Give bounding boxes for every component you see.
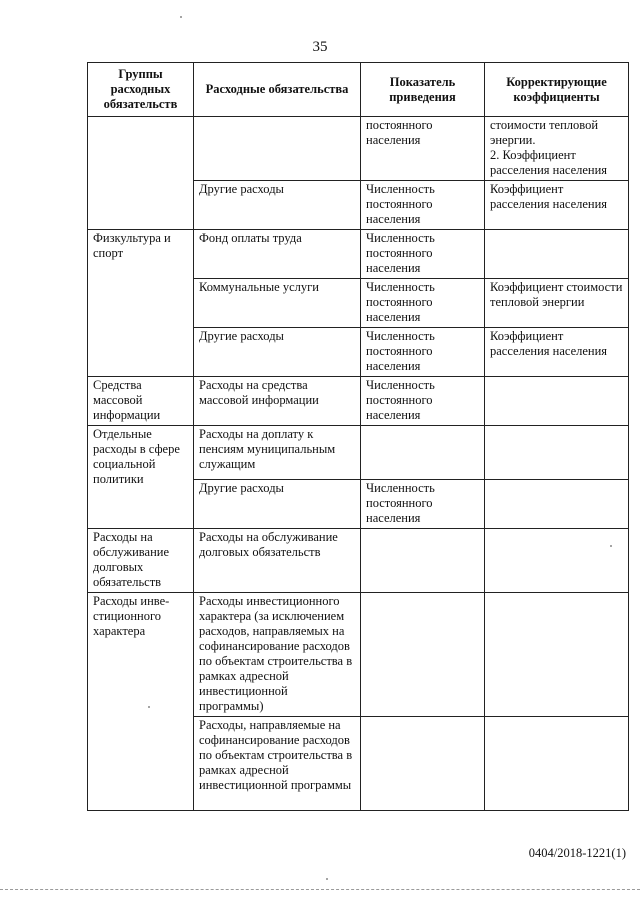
indicator-cell: Численность постоянного населения [361, 181, 485, 230]
coefficient-cell: Коэффициент стоимости тепловой энергии [485, 279, 629, 328]
indicator-cell [361, 717, 485, 811]
obligation-cell: Другие расходы [194, 181, 361, 230]
scan-edge-line [0, 889, 640, 891]
group-cell [88, 117, 194, 230]
obligation-cell: Расходы на средства массовой информации [194, 377, 361, 426]
obligation-cell: Расходы на обслуживание долговых обязательств [194, 529, 361, 593]
indicator-cell: Численность постоянного населения [361, 230, 485, 279]
obligation-cell: Расходы, направляемые на софинансирование расходов по объектам строительства в рамках адресной инвестиционной программы [194, 717, 361, 811]
coefficient-cell [485, 529, 629, 593]
obligation-cell: Расходы инвестиционного характера (за исключением расходов, направляемых на софинансирование расходов по объектам строительства в рамках адресной инвестиционной программы) [194, 593, 361, 717]
coefficient-cell [485, 377, 629, 426]
header-obligations: Расходные обязательства [194, 63, 361, 117]
coefficient-cell: стоимости тепловой энергии. 2. Коэффициент расселения населения [485, 117, 629, 181]
indicator-cell [361, 529, 485, 593]
group-cell: Физкультура и спорт [88, 230, 194, 377]
budget-obligations-table [87, 62, 629, 811]
obligation-cell: Другие расходы [194, 480, 361, 529]
scan-speck [326, 878, 328, 880]
scan-speck [610, 545, 612, 547]
indicator-cell: Численность постоянного населения [361, 328, 485, 377]
group-cell: Расходы на обслуживание долговых обязательств [88, 529, 194, 593]
obligation-cell [194, 117, 361, 181]
group-cell: Расходы инве-стиционного характера [88, 593, 194, 811]
coefficient-cell [485, 480, 629, 529]
coefficient-cell [485, 717, 629, 811]
obligation-cell: Расходы на доплату к пенсиям муниципальным служащим [194, 426, 361, 480]
table-row [88, 230, 629, 279]
scan-speck [180, 16, 182, 18]
group-cell: Средства массовой информации [88, 377, 194, 426]
header-coefficients: Корректирующие коэффициенты [485, 63, 629, 117]
scan-speck [148, 706, 150, 708]
coefficient-cell [485, 426, 629, 480]
coefficient-cell [485, 230, 629, 279]
obligation-cell: Коммунальные услуги [194, 279, 361, 328]
indicator-cell [361, 426, 485, 480]
group-cell: Отдельные расходы в сфере социальной политики [88, 426, 194, 529]
table-row [88, 377, 629, 426]
coefficient-cell [485, 593, 629, 717]
document-code: 0404/2018-1221(1) [528, 846, 626, 860]
indicator-cell [361, 593, 485, 717]
header-indicator: Показатель приведения [361, 63, 485, 117]
coefficient-cell: Коэффициент расселения населения [485, 181, 629, 230]
obligation-cell: Фонд оплаты труда [194, 230, 361, 279]
indicator-cell: Численность постоянного населения [361, 377, 485, 426]
table-row [88, 529, 629, 593]
table-row [88, 593, 629, 717]
indicator-cell: постоянного населения [361, 117, 485, 181]
coefficient-cell: Коэффициент расселения населения [485, 328, 629, 377]
obligation-cell: Другие расходы [194, 328, 361, 377]
table-row [88, 426, 629, 480]
table-header-row [88, 63, 629, 117]
page-number: 35 [312, 39, 328, 55]
header-groups: Группы расходных обязательств [88, 63, 194, 117]
table-row [88, 117, 629, 181]
indicator-cell: Численность постоянного населения [361, 480, 485, 529]
indicator-cell: Численность постоянного населения [361, 279, 485, 328]
